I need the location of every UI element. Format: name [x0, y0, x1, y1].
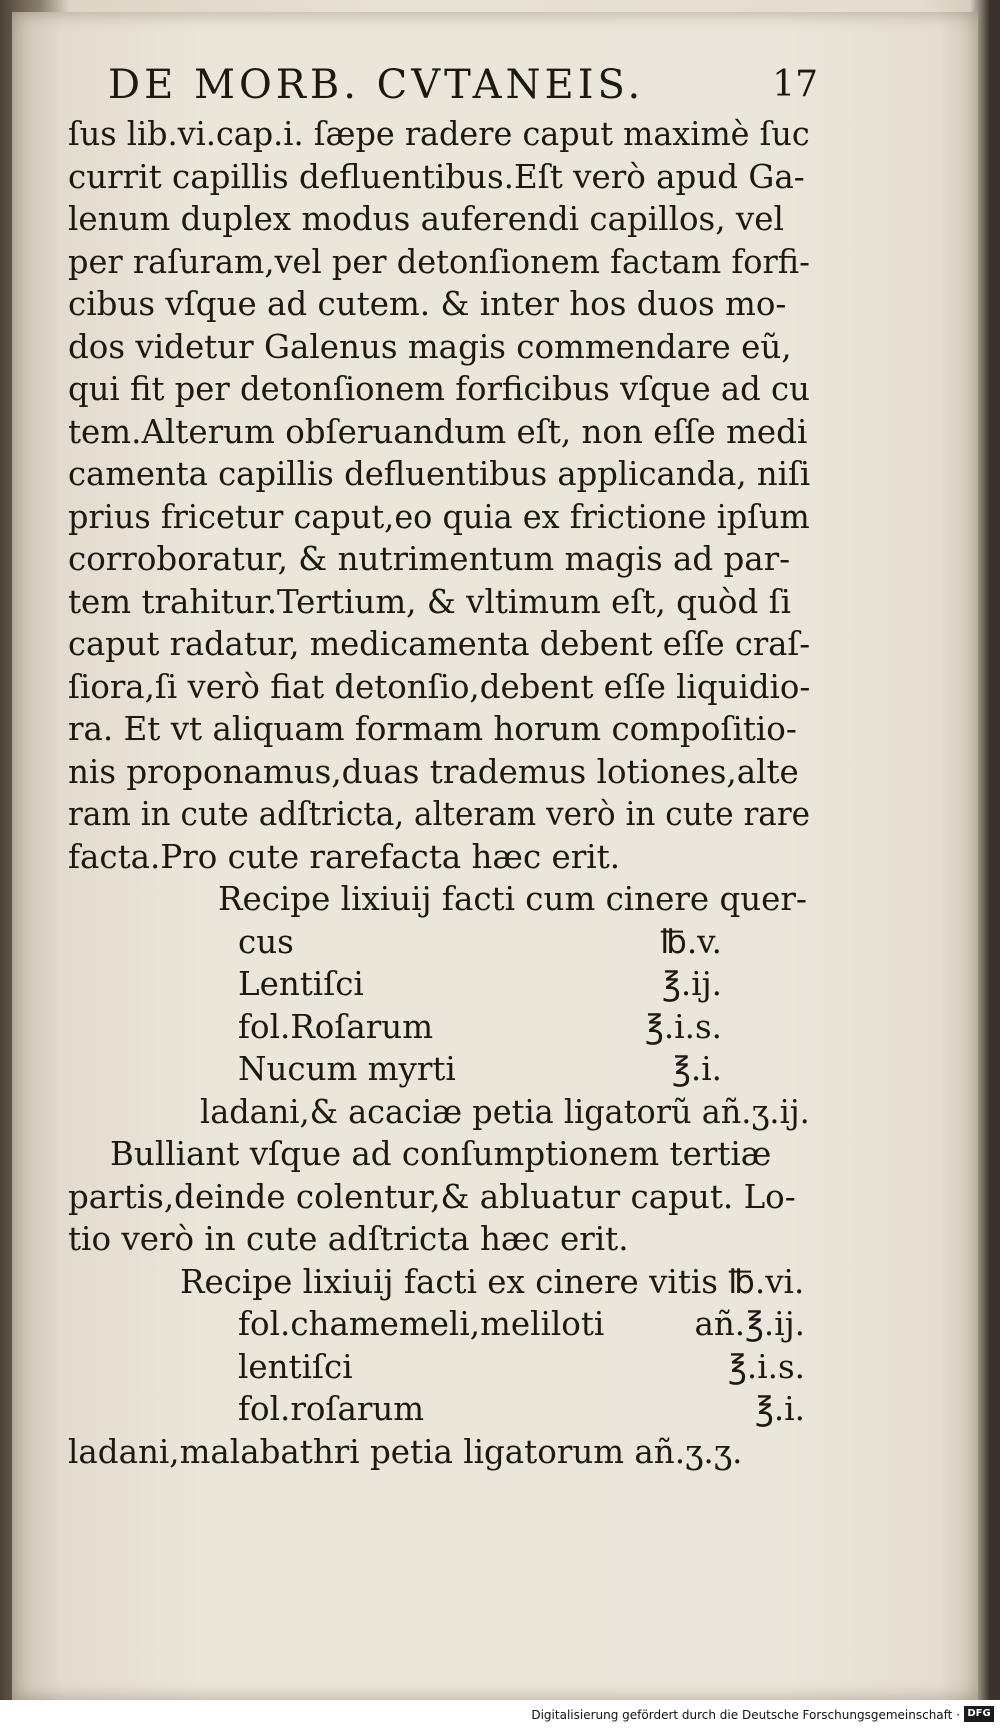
recipe-ingredient: Nucum myrti — [238, 1050, 456, 1088]
footer-strip — [0, 1700, 1000, 1730]
body-line: Bulliant vſque ad conſumptionem tertiæ — [110, 1135, 772, 1173]
recipe-ingredient: Lentiſci — [238, 965, 364, 1003]
recipe-ingredient: fol.chamemeli,meliloti — [238, 1305, 605, 1343]
body-line: ram in cute adſtricta, alteram verò in cute rare — [68, 795, 811, 833]
recipe-quantity: ℥.i.s. — [728, 1347, 805, 1386]
body-line: currit capillis defluentibus.Eſt verò apud Ga- — [68, 157, 805, 196]
body-line: tio verò in cute adſtricta hæc erit. — [68, 1220, 629, 1258]
funding-credit: Digitalisierung gefördert durch die Deutsche Forschungsgemeinschaft · — [531, 1708, 960, 1722]
body-line: caput radatur, medicamenta debent eſſe craſ- — [68, 625, 811, 663]
recipe-closing: ladani,& acaciæ petia ligatorũ añ.ʒ.ij. — [200, 1092, 810, 1131]
body-line: tem.Alterum obſeruandum eſt, non eſſe medi — [68, 412, 808, 451]
recipe-quantity: ℥.i.s. — [645, 1007, 722, 1046]
recipe-ingredient: fol.roſarum — [238, 1390, 425, 1428]
body-line: dos videtur Galenus magis commendare eũ, — [68, 327, 792, 366]
body-line: qui fit per detonſionem forficibus vſque ad cu — [68, 370, 810, 408]
body-line: partis,deinde colentur,& abluatur caput. Lo- — [68, 1177, 796, 1216]
body-line: cibus vſque ad cutem. & inter hos duos mo- — [68, 285, 787, 323]
body-line: ſiora,ſi verò fiat detonſio,debent eſſe liquidio- — [68, 667, 811, 706]
body-line: ſus lib.vi.cap.i. ſæpe radere caput maximè ſuc — [68, 115, 810, 153]
body-line: nis proponamus,duas trademus lotiones,alte — [68, 752, 799, 791]
recipe-quantity: ℥.ij. — [662, 965, 722, 1003]
body-line: lenum duplex modus auferendi capillos, vel — [68, 200, 784, 238]
recipe-quantity: añ.℥.ij. — [694, 1305, 805, 1343]
body-line: per raſuram,vel per detonſionem factam forfi- — [68, 242, 810, 281]
body-line: ra. Et vt aliquam formam horum compoſitio- — [68, 710, 797, 748]
running-head: DE MORB. CVTANEIS. — [108, 62, 645, 108]
body-line: facta.Pro cute rarefacta hæc erit. — [68, 837, 621, 876]
page-number: 17 — [772, 64, 818, 105]
page-header — [108, 55, 818, 115]
recipe-closing: ladani,malabathri petia ligatorum añ.ʒ.ʒ. — [68, 1432, 743, 1471]
recipe-ingredient: fol.Roſarum — [238, 1007, 434, 1046]
recipe-quantity: ℥.i. — [672, 1050, 722, 1088]
recipe-ingredient: cus — [238, 922, 294, 961]
recipe-ingredient: lentiſci — [238, 1347, 353, 1386]
recipe-intro: Recipe lixiuij facti ex cinere vitis ℔.vi. — [180, 1262, 805, 1301]
dfg-logo: DFG — [964, 1706, 994, 1722]
body-line: corroboratur, & nutrimentum magis ad par- — [68, 540, 791, 578]
recipe-quantity: ℔.v. — [660, 922, 722, 961]
body-line: tem trahitur.Tertium, & vltimum eſt, quòd ſi — [68, 582, 792, 621]
body-line: camenta capillis defluentibus applicanda, niſi — [68, 455, 811, 493]
recipe-quantity: ℥.i. — [755, 1390, 805, 1428]
body-line: prius fricetur caput,eo quia ex frictione ipſum — [68, 497, 810, 536]
recipe-intro: Recipe lixiuij facti cum cinere quer- — [218, 880, 807, 918]
